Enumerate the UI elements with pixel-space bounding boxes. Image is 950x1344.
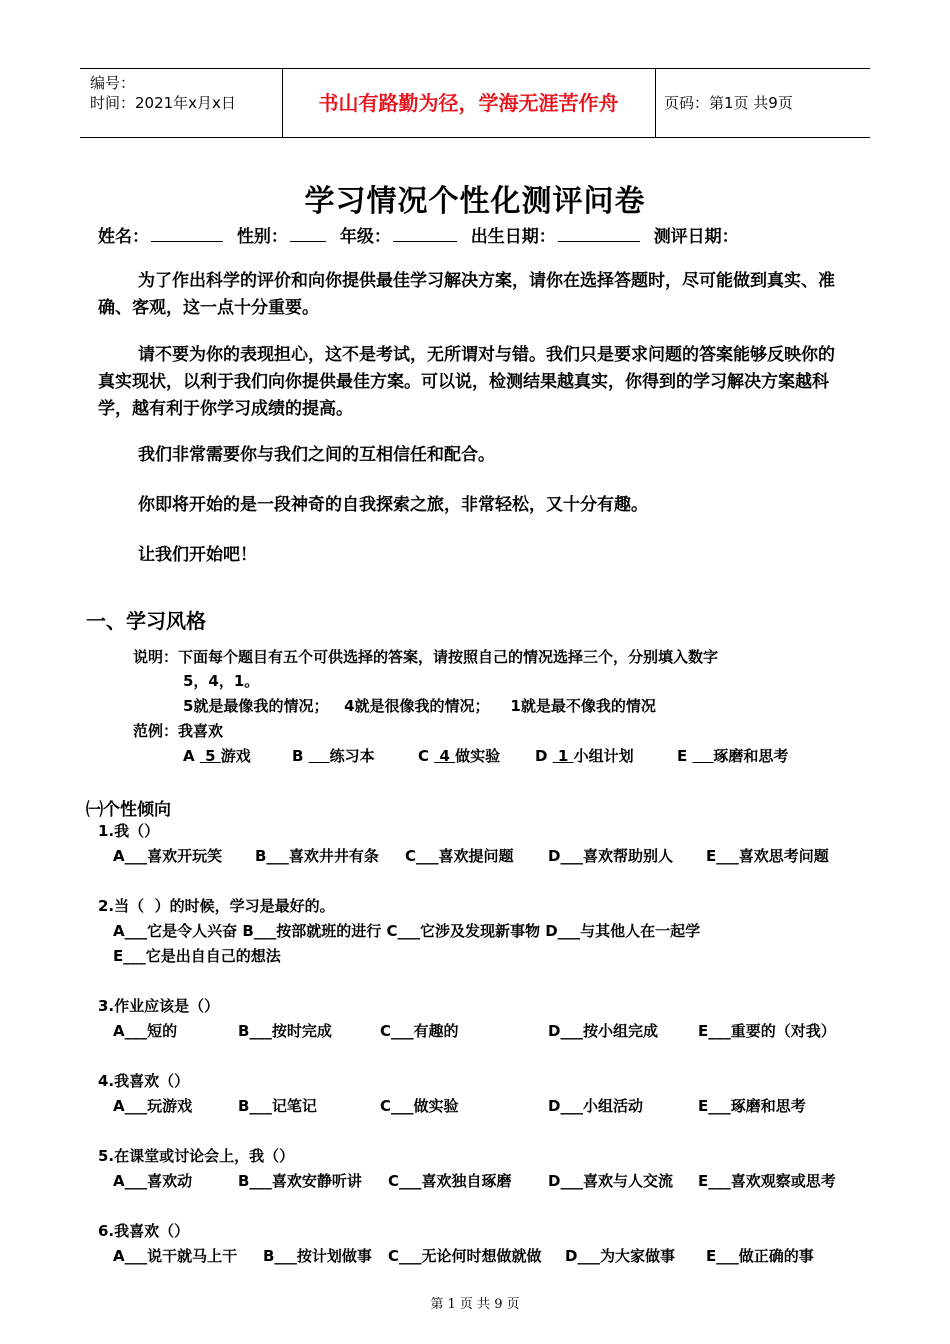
example-option: A 5 游戏 (183, 747, 251, 765)
eval-date-label: 测评日期： (653, 227, 739, 247)
example-label: 范例：我喜欢 (133, 722, 224, 740)
date-label: 时间：2021年x月x日 (90, 94, 236, 112)
birthdate-label: 出生日期： (470, 227, 556, 247)
answer-option[interactable]: E___琢磨和思考 (698, 1097, 806, 1115)
name-label: 姓名： (98, 227, 149, 247)
answer-option[interactable]: D___为大家做事 (565, 1247, 675, 1265)
code-label: 编号： (90, 74, 136, 92)
answer-option[interactable]: A___喜欢开玩笑 (113, 847, 223, 865)
instruction-line: 5，4，1。 (183, 672, 260, 690)
gender-blank[interactable] (290, 227, 326, 242)
answer-option[interactable]: E___重要的（对我） (698, 1022, 836, 1040)
answer-option[interactable]: E___喜欢观察或思考 (698, 1172, 836, 1190)
section-heading: 一、学习风格 (86, 609, 206, 633)
answer-option[interactable]: C___喜欢独自琢磨 (388, 1172, 512, 1190)
example-option: C 4 做实验 (418, 747, 501, 765)
answer-option[interactable]: A___短的 (113, 1022, 178, 1040)
example-option: D 1 小组计划 (535, 747, 634, 765)
answer-option[interactable]: C___做实验 (380, 1097, 459, 1115)
intro-paragraph: 你即将开始的是一段神奇的自我探索之旅，非常轻松，又十分有趣。 (138, 495, 648, 515)
intro-paragraph: 请不要为你的表现担心，这不是考试，无所谓对与错。我们只是要求问题的答案能够反映你的真实现状，以利于我们向你提供最佳方案。可以说，检测结果越真实，你得到的学习解决方案越科学，越有利于你学习成绩的提高。 (98, 345, 835, 419)
answer-option[interactable]: B___按时完成 (238, 1022, 332, 1040)
header-page-label: 页码：第1页 共9页 (664, 94, 793, 112)
birthdate-blank[interactable] (558, 227, 640, 242)
grade-label: 年级： (339, 227, 391, 247)
answer-option[interactable]: E___喜欢思考问题 (706, 847, 829, 865)
question-text: 6.我喜欢（） (98, 1222, 190, 1240)
subsection-heading: ㈠个性倾向 (86, 800, 171, 820)
page-title: 学习情况个性化测评问卷 (304, 184, 646, 219)
intro-paragraph: 让我们开始吧！ (138, 545, 257, 565)
answer-option[interactable]: D___喜欢与人交流 (548, 1172, 673, 1190)
intro-paragraph: 我们非常需要你与我们之间的互相信任和配合。 (138, 445, 495, 465)
answer-option[interactable]: D___喜欢帮助别人 (548, 847, 673, 865)
answer-option[interactable]: E___它是出自自己的想法 (113, 947, 281, 965)
header-divider (655, 69, 656, 137)
answer-option[interactable]: C___无论何时想做就做 (388, 1247, 542, 1265)
question-text: 3.作业应该是（） (98, 997, 220, 1015)
answer-option[interactable]: A___它是令人兴奋 B___按部就班的进行 C___它涉及发现新事物 D___与其他人在一起学 (113, 922, 701, 940)
instruction-line: 5就是最像我的情况； 4就是很像我的情况； 1就是最不像我的情况 (183, 697, 656, 715)
answer-option[interactable]: C___有趣的 (380, 1022, 459, 1040)
question-text: 5.在课堂或讨论会上，我（） (98, 1147, 295, 1165)
answer-option[interactable]: B___喜欢安静听讲 (238, 1172, 362, 1190)
document-header (80, 68, 870, 138)
answer-option[interactable]: A___说干就马上干 (113, 1247, 238, 1265)
answer-option[interactable]: E___做正确的事 (706, 1247, 814, 1265)
question-text: 4.我喜欢（） (98, 1072, 190, 1090)
answer-option[interactable]: D___按小组完成 (548, 1022, 658, 1040)
info-fields (98, 222, 739, 247)
answer-option[interactable]: A___喜欢动 (113, 1172, 193, 1190)
answer-option[interactable]: A___玩游戏 (113, 1097, 193, 1115)
example-option: B 练习本 (292, 747, 375, 765)
answer-option[interactable]: B___按计划做事 (263, 1247, 372, 1265)
question-text: 2.当（ ）的时候，学习是最好的。 (98, 897, 335, 915)
header-motto: 书山有路勤为径，学海无涯苦作舟 (318, 91, 619, 115)
name-blank[interactable] (151, 227, 223, 242)
answer-option[interactable]: B___记笔记 (238, 1097, 317, 1115)
answer-option[interactable]: B___喜欢井井有条 (255, 847, 379, 865)
answer-option[interactable]: D___小组活动 (548, 1097, 643, 1115)
instruction-line: 说明：下面每个题目有五个可供选择的答案，请按照自己的情况选择三个，分别填入数字 (133, 648, 719, 666)
page-footer: 第 1 页 共 9 页 (430, 1297, 520, 1312)
answer-option[interactable]: C___喜欢提问题 (405, 847, 514, 865)
question-text: 1.我（） (98, 822, 160, 840)
gender-label: 性别： (236, 227, 288, 247)
intro-paragraph: 为了作出科学的评价和向你提供最佳学习解决方案，请你在选择答题时，尽可能做到真实、准确、客观，这一点十分重要。 (98, 271, 835, 318)
header-meta (90, 73, 236, 113)
example-option: E 琢磨和思考 (677, 747, 789, 765)
grade-blank[interactable] (393, 227, 457, 242)
